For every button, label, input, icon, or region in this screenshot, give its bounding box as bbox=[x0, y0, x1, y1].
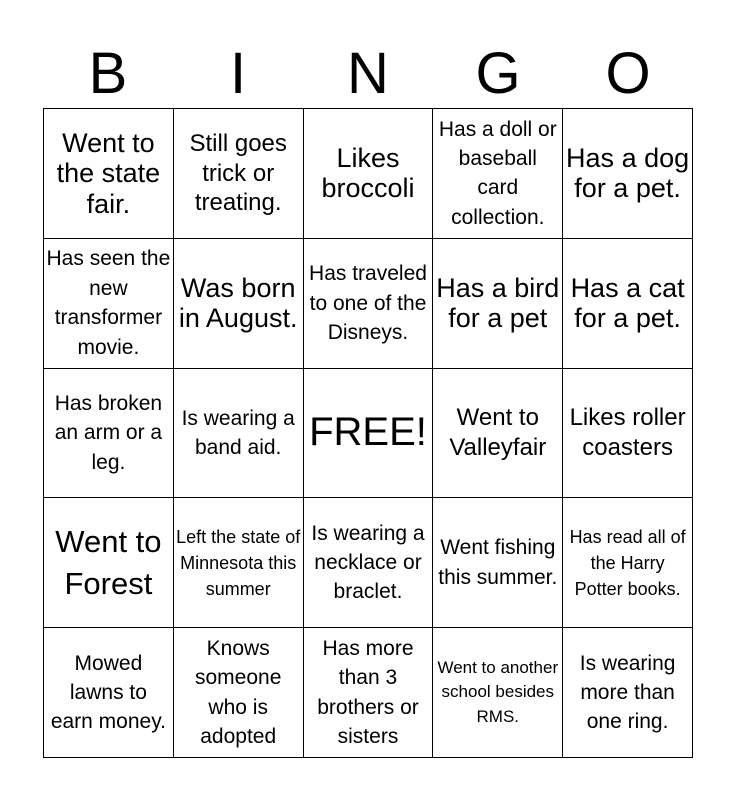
bingo-cell bbox=[44, 628, 174, 758]
cell-text: Was born in August. bbox=[178, 272, 298, 334]
bingo-cell bbox=[304, 109, 434, 239]
header-letter-o: O bbox=[605, 41, 651, 106]
bingo-cell bbox=[433, 628, 563, 758]
bingo-board bbox=[43, 108, 693, 758]
bingo-cell bbox=[304, 239, 434, 369]
header-letter-n: N bbox=[347, 41, 389, 106]
cell-text: Is wearing a band aid. bbox=[181, 406, 295, 459]
bingo-cell bbox=[563, 109, 693, 239]
cell-text: Went to Forest bbox=[55, 523, 162, 601]
cell-text: Left the state of Minnesota this summer bbox=[176, 526, 301, 599]
cell-text: Went to Valleyfair bbox=[449, 404, 547, 461]
bingo-header bbox=[43, 40, 693, 108]
bingo-cell bbox=[563, 628, 693, 758]
free-space bbox=[304, 369, 434, 499]
cell-text: Went to another school besides RMS. bbox=[437, 657, 559, 726]
bingo-cell bbox=[433, 239, 563, 369]
header-letter-b: B bbox=[88, 41, 128, 106]
cell-text: Mowed lawns to earn money. bbox=[50, 651, 166, 734]
header-letter-i: I bbox=[229, 41, 247, 106]
bingo-cell bbox=[304, 498, 434, 628]
cell-text: Has a doll or baseball card collection. bbox=[438, 117, 557, 229]
bingo-cell bbox=[174, 498, 304, 628]
cell-text: Went to the state fair. bbox=[56, 128, 161, 219]
cell-text: Has a bird for a pet bbox=[436, 272, 560, 334]
bingo-cell bbox=[563, 239, 693, 369]
bingo-cell bbox=[44, 369, 174, 499]
cell-text: Knows someone who is adopted bbox=[195, 636, 282, 748]
bingo-cell bbox=[433, 109, 563, 239]
bingo-cell bbox=[304, 628, 434, 758]
cell-text: Went fishing this summer. bbox=[438, 536, 558, 589]
cell-text: Has a dog for a pet. bbox=[566, 143, 690, 204]
cell-text: Has more than 3 brothers or sisters bbox=[317, 636, 419, 748]
cell-text: Has read all of the Harry Potter books. bbox=[569, 526, 686, 599]
cell-text: Has traveled to one of the Disneys. bbox=[309, 262, 427, 344]
cell-text: Is wearing more than one ring. bbox=[579, 651, 676, 734]
header-letter-g: G bbox=[475, 41, 521, 106]
cell-text: Likes roller coasters bbox=[569, 404, 686, 461]
bingo-cell bbox=[563, 498, 693, 628]
bingo-cell bbox=[433, 498, 563, 628]
bingo-cell bbox=[44, 109, 174, 239]
bingo-cell bbox=[44, 239, 174, 369]
cell-text: FREE! bbox=[309, 410, 427, 455]
bingo-cell bbox=[174, 109, 304, 239]
cell-text: Has seen the new transformer movie. bbox=[46, 247, 171, 359]
cell-text: Still goes trick or treating. bbox=[189, 129, 287, 217]
bingo-cell bbox=[174, 239, 304, 369]
cell-text: Is wearing a necklace or braclet. bbox=[311, 521, 425, 604]
bingo-cell bbox=[44, 498, 174, 628]
bingo-cell bbox=[433, 369, 563, 499]
cell-text: Has a cat for a pet. bbox=[570, 272, 685, 334]
cell-text: Has broken an arm or a leg. bbox=[54, 391, 163, 474]
bingo-cell bbox=[174, 369, 304, 499]
cell-text: Likes broccoli bbox=[321, 143, 415, 204]
bingo-cell bbox=[174, 628, 304, 758]
bingo-cell bbox=[563, 369, 693, 499]
